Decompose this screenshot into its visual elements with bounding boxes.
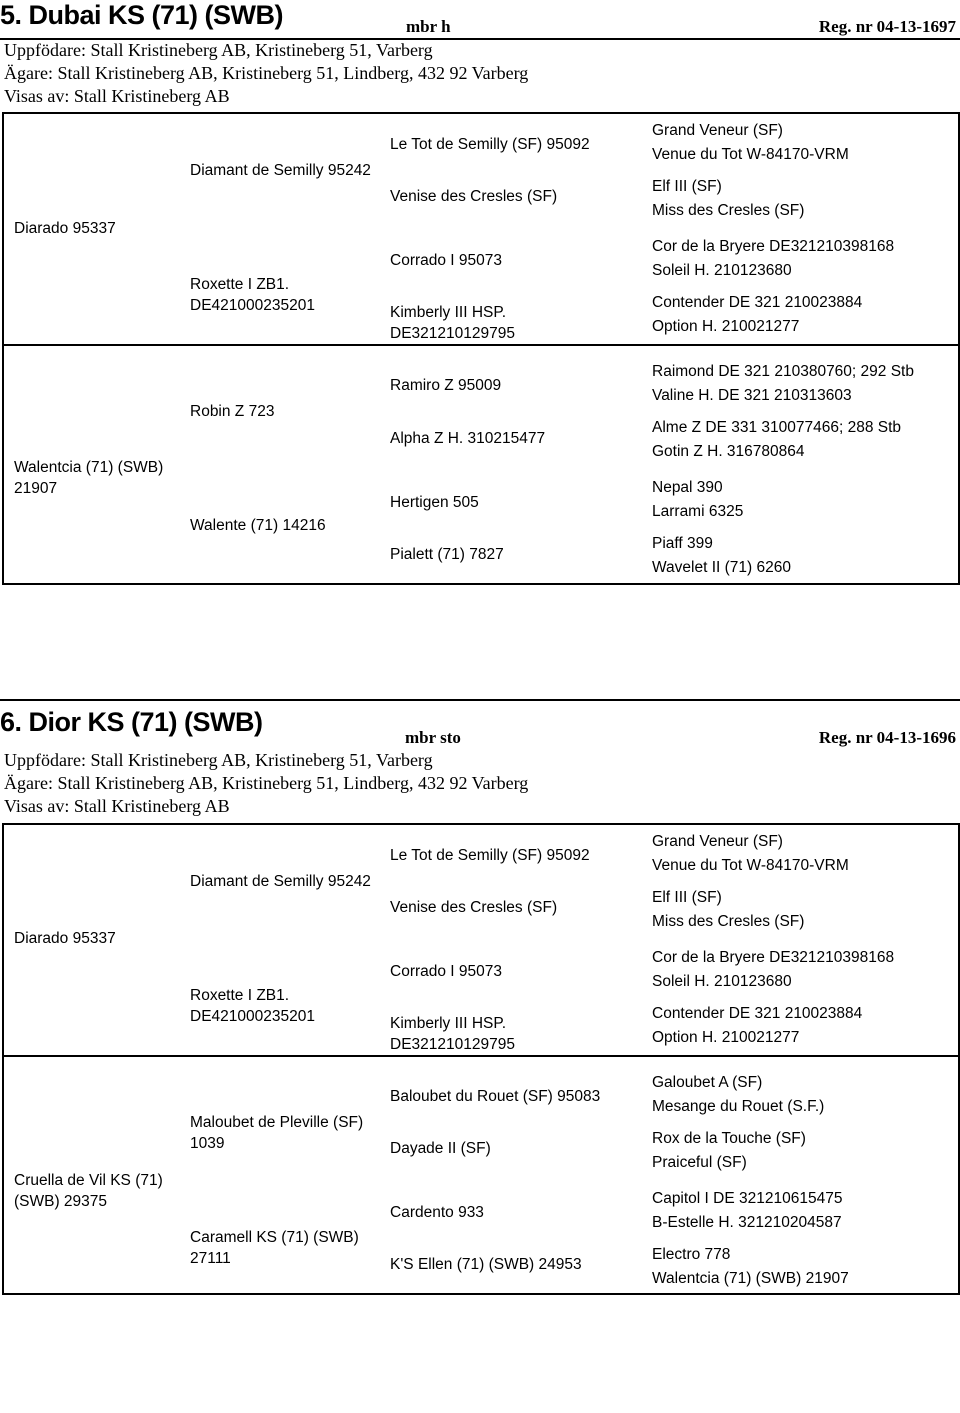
gen4-12: Gotin Z H. 316780864: [652, 443, 805, 460]
sex-color: mbr h: [406, 17, 451, 36]
breeder: Uppfödare: Stall Kristineberg AB, Kristineberg 51, Varberg: [4, 40, 433, 60]
gen4-11: Alme Z DE 331 310077466; 288 Stb: [652, 419, 902, 436]
gen4-9: Galoubet A (SF): [652, 1074, 763, 1091]
gen4-7: Contender DE 321 210023884: [652, 1005, 863, 1022]
gen4-13: Capitol I DE 321210615475: [652, 1190, 843, 1207]
gen3-7: Cardento 933: [390, 1204, 484, 1221]
gen3-5: Baloubet du Rouet (SF) 95083: [390, 1088, 601, 1105]
pedigree-divider: [4, 344, 958, 346]
gen3-7: Hertigen 505: [390, 494, 479, 511]
gen3-1: Le Tot de Semilly (SF) 95092: [390, 136, 590, 153]
owner: Ägare: Stall Kristineberg AB, Kristineberg 51, Lindberg, 432 92 Varberg: [4, 63, 529, 83]
sire: Diarado 95337: [14, 220, 116, 237]
gen4-8: Option H. 210021277: [652, 1029, 800, 1046]
gen3-3: Corrado I 95073: [390, 963, 503, 980]
gen3-2: Venise des Cresles (SF): [390, 899, 558, 916]
grandsire-paternal: Diamant de Semilly 95242: [190, 162, 371, 179]
shown-by: Visas av: Stall Kristineberg AB: [4, 796, 230, 816]
gen4-15: Piaff 399: [652, 535, 713, 552]
pedigree-table: [2, 823, 960, 1295]
gen3-2: Venise des Cresles (SF): [390, 188, 558, 205]
gen3-4: Kimberly III HSP.: [390, 1015, 507, 1032]
gen4-6: Soleil H. 210123680: [652, 262, 792, 279]
entry-title: 5. Dubai KS (71) (SWB): [0, 0, 284, 30]
shown-by: Visas av: Stall Kristineberg AB: [4, 86, 230, 106]
gen4-6: Soleil H. 210123680: [652, 973, 792, 990]
pedigree-table: [2, 112, 960, 585]
sire: Diarado 95337: [14, 930, 116, 947]
gen4-13: Nepal 390: [652, 479, 723, 496]
gen4-8: Option H. 210021277: [652, 318, 800, 335]
gen3-6: Dayade II (SF): [390, 1140, 491, 1157]
granddam-paternal: Roxette I ZB1. DE421000235201: [190, 987, 315, 1025]
owner: Ägare: Stall Kristineberg AB, Kristineberg 51, Lindberg, 432 92 Varberg: [4, 773, 529, 793]
gen4-1: Grand Veneur (SF): [652, 833, 783, 850]
gen4-16: Walentcia (71) (SWB) 21907: [652, 1270, 849, 1287]
gen4-4: Miss des Cresles (SF): [652, 202, 805, 219]
gen4-10: Valine H. DE 321 210313603: [652, 387, 852, 404]
gen3-6: Alpha Z H. 310215477: [390, 430, 546, 447]
breeder: Uppfödare: Stall Kristineberg AB, Kristineberg 51, Varberg: [4, 750, 433, 770]
entry-5: [0, 0, 960, 600]
pedigree-divider: [4, 1055, 958, 1057]
granddam-maternal: Walente (71) 14216: [190, 517, 326, 534]
gen4-7: Contender DE 321 210023884: [652, 294, 863, 311]
grandsire-paternal: Diamant de Semilly 95242: [190, 873, 371, 890]
entry-top-rule: [0, 699, 960, 701]
granddam-maternal: Caramell KS (71) (SWB) 27111: [190, 1229, 359, 1267]
entry-6: [0, 699, 960, 1299]
gen3-3: Corrado I 95073: [390, 252, 503, 269]
gen4-2: Venue du Tot W-84170-VRM: [652, 857, 849, 874]
gen4-14: Larrami 6325: [652, 503, 744, 520]
granddam-paternal: Roxette I ZB1. DE421000235201: [190, 276, 315, 314]
gen4-10: Mesange du Rouet (S.F.): [652, 1098, 825, 1115]
gen4-1: Grand Veneur (SF): [652, 122, 783, 139]
gen4-9: Raimond DE 321 210380760; 292 Stb: [652, 363, 914, 380]
gen4-5: Cor de la Bryere DE321210398168: [652, 949, 895, 966]
gen4-16: Wavelet II (71) 6260: [652, 559, 791, 576]
gen4-3: Elf III (SF): [652, 178, 722, 195]
dam: Walentcia (71) (SWB) 21907: [14, 459, 164, 497]
registration-number: Reg. nr 04-13-1696: [818, 728, 956, 747]
registration-number: Reg. nr 04-13-1697: [818, 17, 956, 36]
gen4-4: Miss des Cresles (SF): [652, 913, 805, 930]
dam: Cruella de Vil KS (71) (SWB) 29375: [14, 1172, 163, 1210]
gen3-8: Pialett (71) 7827: [390, 546, 504, 563]
gen3-8: K'S Ellen (71) (SWB) 24953: [390, 1256, 582, 1273]
gen3-1: Le Tot de Semilly (SF) 95092: [390, 847, 590, 864]
gen4-14: B-Estelle H. 321210204587: [652, 1214, 842, 1231]
sex-color: mbr sto: [405, 728, 461, 747]
gen3-4-reg: DE321210129795: [390, 325, 515, 342]
grandsire-maternal: Robin Z 723: [190, 403, 275, 420]
gen4-12: Praiceful (SF): [652, 1154, 747, 1171]
grandsire-maternal: Maloubet de Pleville (SF) 1039: [190, 1114, 364, 1152]
gen3-4-reg: DE321210129795: [390, 1036, 515, 1053]
entry-title: 6. Dior KS (71) (SWB): [0, 707, 263, 737]
gen4-15: Electro 778: [652, 1246, 731, 1263]
gen3-4: Kimberly III HSP.: [390, 304, 507, 321]
gen3-5: Ramiro Z 95009: [390, 377, 502, 394]
gen4-3: Elf III (SF): [652, 889, 722, 906]
gen4-11: Rox de la Touche (SF): [652, 1130, 806, 1147]
gen4-2: Venue du Tot W-84170-VRM: [652, 146, 849, 163]
gen4-5: Cor de la Bryere DE321210398168: [652, 238, 895, 255]
